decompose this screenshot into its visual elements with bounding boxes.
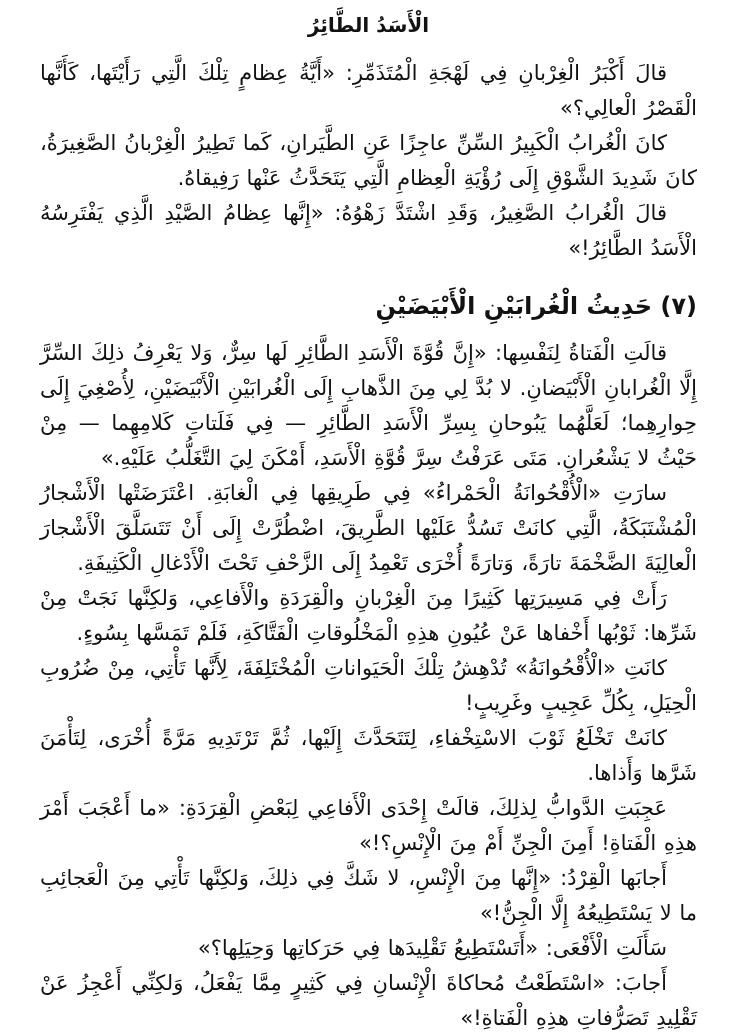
paragraph: كانَتْ تَخْلَعُ ثَوْبَ الاسْتِخْفاءِ، لِتَتَحَدَّثَ إِلَيْها، ثُمَّ تَرْتَدِيهِ مَرَّةً أُخْرَى، لِتَأْمَنَ شَرَّها وَأَذاها.: [40, 726, 697, 785]
paragraph: قالَ الْغُرابُ الصَّغِيرُ، وَقَدِ اشْتَدَّ زَهْوُهُ: «إِنَّها عِظامُ الصَّيْدِ الَّذِي يَفْتَرِسُهُ الْأَسَدُ الطَّائِرُ!»: [40, 201, 697, 260]
paragraph: كانَتِ «الْأُقْحُوانَةُ» تُدْهِشُ تِلْكَ الْحَيَواناتِ الْمُخْتَلِفَةَ، لِأَنَّها تَأْتِي، مِنْ ضُرُوبِ الْحِيَلِ، بِكُلِّ عَجِيبٍ وغَرِيبٍ!: [40, 656, 697, 715]
paragraph: عَجِبَتِ الدَّوابُّ لِذلِكَ، قالَتْ إِحْدَى الْأَفاعِي لِبَعْضِ الْقِرَدَةِ: «ما أَعْجَبَ أَمْرَ هذِهِ الْفَتاةِ! أَمِنَ الْجِنِّ أَمْ مِنَ الْإِنْسِ؟!»: [40, 796, 697, 855]
paragraph: سَأَلَتِ الْأَفْعَى: «أَتَسْتَطِيعُ تَقْلِيدَها فِي حَرَكاتِها وَحِيَلِها؟»: [197, 936, 667, 960]
paragraph: قالَ أَكْبَرُ الْغِرْبانِ فِي لَهْجَةِ الْمُتَذَمِّرِ: «أَيَّةُ عِظامٍ تِلْكَ الَّتِي رَأَيْتَها، كَأَنَّها الْقَصْرُ الْعالِي؟»: [40, 61, 697, 120]
paragraph: أَجابَها الْقِرْدُ: «إِنَّها مِنَ الْإِنْسِ، لا شَكَّ فِي ذلِكَ، وَلكِنَّها تَأْتِي مِنَ الْعَجائِبِ ما لا يَسْتَطِيعُهُ إِلَّا الْجِنُّ!»: [40, 866, 697, 925]
paragraph: قالَتِ الْفَتاةُ لِنَفْسِها: «إِنَّ قُوَّةَ الْأَسَدِ الطَّائِرِ لَها سِرٌّ، وَلا يَعْرِفُ ذلِكَ السِّرَّ إِلَّا الْغُرابانِ الْأَبْيَضانِ. لا بُدَّ لِي مِنَ الذَّهابِ إِلَى الْغُرابَيْنِ الْأَبْيَضَيْنِ، لِأُصْغِيَ إِلَى حِوارِهِما؛ لَعَلَّهُما يَبُوحانِ بِسِرِّ الْأَسَدِ الطَّائِرِ — فِي فَلَتاتِ كَلامِهِما — مِنْ حَيْثُ لا يَشْعُرانِ. مَتَى عَرَفْتُ سِرَّ قُوَّةِ الْأَسَدِ، أَمْكَنَ لِيَ التَّغَلُّبُ عَلَيْهِ.»: [40, 341, 697, 470]
paragraph: رَأَتْ فِي مَسِيرَتِها كَثِيرًا مِنَ الْغِرْبانِ والْقِرَدَةِ والْأَفاعِي، وَلكِنَّها نَجَتْ مِنْ شَرِّها: ثَوْبُها أَخْفاها عَنْ عُيُونِ هذِهِ الْمَخْلُوقاتِ الْفَتَّاكَةِ، فَلَمْ تَمَسَّها بِسُوءٍ.: [40, 586, 697, 645]
paragraph: أَجابَ: «اسْتَطَعْتُ مُحاكاةَ الْإِنْسانِ فِي كَثِيرٍ مِمَّا يَفْعَلُ، وَلكِنِّي أَعْجِزُ عَنْ تَقْلِيدِ تَصَرُّفاتِ هذِهِ الْفَتاةِ!»: [40, 971, 697, 1030]
section-heading: (٧) حَدِيثُ الْغُرابَيْنِ الْأَبْيَضَيْنِ: [375, 292, 697, 320]
book-running-title: الْأَسَدُ الطَّائِرُ: [307, 13, 430, 37]
paragraph: سارَتِ «الْأُقْحُوانَةُ الْحَمْراءُ» فِي طَرِيقِها فِي الْغابَةِ. اعْتَرَضَتْها الْأَشْجارُ الْمُشْتَبَكَةُ، الَّتِي كانَتْ تَسُدُّ عَلَيْها الطَّرِيقَ، اضْطُرَّتْ إِلَى أَنْ تَتَسَلَّقَ الْأَشْجارَ الْعالِيَةَ الضَّخْمَةَ تارَةً، وَتارَةً أُخْرَى تَعْمِدُ إِلَى الزَّحْفِ تَحْتَ الْأَدْغالِ الْكَثِيفَةِ.: [40, 481, 697, 575]
paragraph: كانَ الْغُرابُ الْكَبِيرُ السِّنِّ عاجِزًا عَنِ الطَّيَرانِ، كَما تَطِيرُ الْغِرْبانُ الصَّغِيرَةُ، كانَ شَدِيدَ الشَّوْقِ إِلَى رُؤْيَةِ الْعِظامِ الَّتِي يَتَحَدَّثُ عَنْها رَفِيقاهُ.: [40, 131, 697, 190]
